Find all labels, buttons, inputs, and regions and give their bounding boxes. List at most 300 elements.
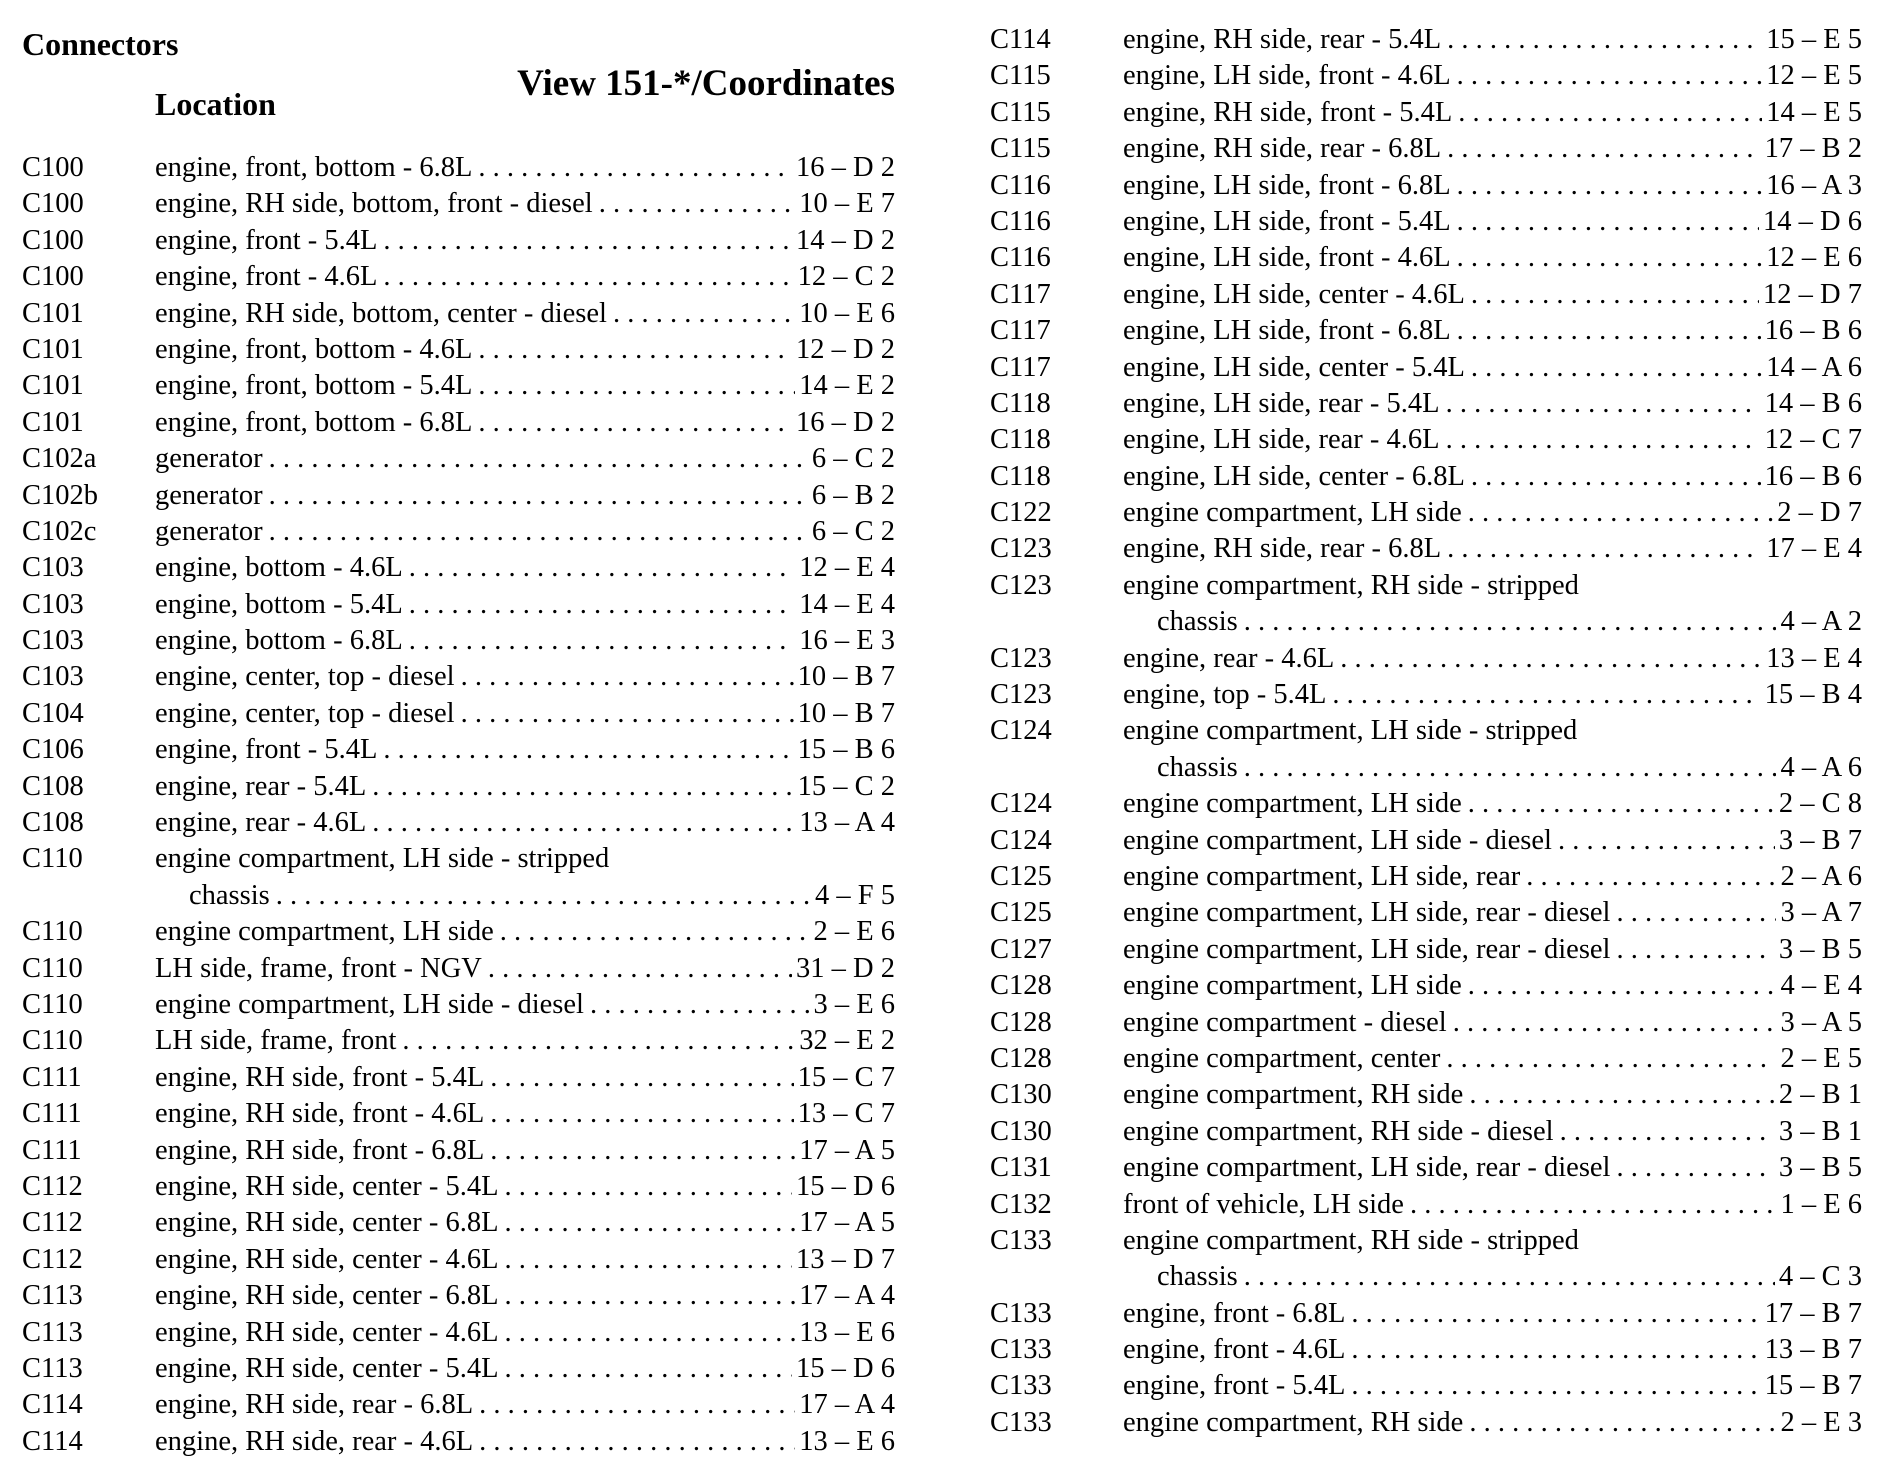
connector-row [22, 223, 895, 259]
connector-entry [1123, 713, 1862, 749]
connector-location: engine, RH side, rear - 6.8L [1123, 533, 1442, 565]
dot-leader [403, 550, 795, 586]
connector-entry [1123, 1405, 1862, 1441]
connector-location: engine, rear - 4.6L [1123, 642, 1335, 674]
connector-row [990, 313, 1862, 349]
connector-coordinates: 3 – A 5 [1780, 1006, 1862, 1038]
connector-location: generator [155, 515, 263, 547]
connector-location: engine, center, top - diesel [155, 661, 455, 693]
dot-leader [1465, 459, 1761, 495]
connector-coordinates: 15 – D 6 [796, 1170, 895, 1202]
connector-location: engine, LH side, center - 6.8L [1123, 460, 1465, 492]
connector-coordinates: 12 – D 7 [1763, 278, 1862, 310]
connector-row [990, 240, 1862, 276]
connector-code: C101 [22, 333, 84, 365]
connector-code: C125 [990, 860, 1052, 892]
connector-entry [155, 732, 895, 768]
dot-leader [1345, 1368, 1760, 1404]
connector-entry [155, 259, 895, 295]
connector-entry [1123, 1114, 1862, 1150]
connector-coordinates: 14 – E 5 [1766, 96, 1862, 128]
connector-code: C123 [990, 533, 1052, 565]
connector-code: C100 [22, 261, 84, 293]
connector-entry [155, 332, 895, 368]
connector-code: C101 [22, 370, 84, 402]
connector-location: engine, RH side, center - 5.4L [155, 1170, 499, 1202]
connector-location: engine, RH side, center - 6.8L [155, 1280, 499, 1312]
connector-coordinates: 2 – E 5 [1780, 1042, 1862, 1074]
connector-entry [1123, 1187, 1862, 1223]
connector-location: engine, LH side, front - 4.6L [1123, 242, 1451, 274]
connector-code: C111 [22, 1134, 82, 1166]
connector-row-continuation [22, 878, 895, 914]
connector-entry [155, 987, 895, 1023]
connector-code: C124 [990, 788, 1052, 820]
dot-leader [1238, 604, 1777, 640]
connector-entry [155, 1315, 895, 1351]
connector-coordinates: 3 – B 7 [1778, 824, 1862, 856]
connector-location: engine, front, bottom - 4.6L [155, 333, 473, 365]
connector-location: engine, front - 6.8L [1123, 1297, 1346, 1329]
connector-coordinates: 10 – B 7 [797, 661, 895, 693]
connector-row [22, 478, 895, 514]
connector-coordinates: 13 – E 6 [799, 1316, 895, 1348]
connector-row-continuation [990, 750, 1862, 786]
connector-code: C112 [22, 1170, 83, 1202]
connector-coordinates: 12 – D 2 [796, 333, 895, 365]
dot-leader [484, 1096, 793, 1132]
connector-entry [1123, 1296, 1862, 1332]
connector-code: C117 [990, 278, 1051, 310]
connector-entry [155, 951, 895, 987]
dot-leader [1345, 1296, 1760, 1332]
connector-entry [1123, 240, 1862, 276]
connector-location-continuation: chassis [1157, 751, 1238, 783]
connector-location: engine compartment, RH side - stripped [1123, 1224, 1579, 1256]
connector-code: C112 [22, 1243, 83, 1275]
connector-code: C110 [22, 1025, 83, 1057]
connector-entry [155, 368, 895, 404]
connector-code: C127 [990, 933, 1052, 965]
connector-location: engine, front - 4.6L [1123, 1334, 1346, 1366]
connector-entry [155, 296, 895, 332]
dot-leader [1238, 750, 1777, 786]
connector-entry [1123, 823, 1862, 859]
connector-coordinates: 15 – C 7 [797, 1061, 895, 1093]
connector-code: C112 [22, 1207, 83, 1239]
dot-leader [377, 732, 793, 768]
connector-code: C128 [990, 1006, 1052, 1038]
dot-leader [1451, 58, 1763, 94]
connector-entry [1123, 22, 1862, 58]
connector-coordinates: 15 – C 2 [797, 770, 895, 802]
connector-entry [1123, 459, 1862, 495]
connector-code: C100 [22, 224, 84, 256]
dot-leader [263, 478, 808, 514]
dot-leader [1520, 859, 1776, 895]
connector-row [22, 841, 895, 877]
connector-code: C103 [22, 661, 84, 693]
connector-entry [155, 1096, 895, 1132]
connector-coordinates: 13 – A 4 [799, 807, 895, 839]
connector-code: C123 [990, 679, 1052, 711]
connector-entry [1123, 495, 1862, 531]
dot-leader [366, 769, 793, 805]
dot-leader [1463, 1405, 1776, 1441]
connector-code: C132 [990, 1188, 1052, 1220]
connector-entry [1123, 604, 1862, 640]
dot-leader [1440, 386, 1761, 422]
connector-code: C114 [990, 24, 1051, 55]
dot-leader [1452, 95, 1762, 131]
connector-entry [1123, 895, 1862, 931]
connector-code: C114 [22, 1425, 83, 1457]
connector-code: C110 [22, 952, 83, 984]
dot-leader [1610, 932, 1774, 968]
connector-code: C118 [990, 460, 1051, 492]
connector-entry [1123, 968, 1862, 1004]
connector-code: C111 [22, 1061, 82, 1093]
connector-coordinates: 16 – D 2 [796, 152, 895, 183]
connector-coordinates: 2 – E 6 [813, 916, 895, 948]
connector-entry [1123, 859, 1862, 895]
connector-location: engine compartment, LH side [1123, 497, 1462, 529]
connector-location: engine, LH side, front - 5.4L [1123, 205, 1451, 237]
dot-leader [498, 1169, 792, 1205]
connector-row [990, 1405, 1862, 1441]
connector-row [22, 1133, 895, 1169]
dot-leader [1345, 1332, 1760, 1368]
connector-row [22, 368, 895, 404]
connector-row [22, 550, 895, 586]
connector-code: C108 [22, 770, 84, 802]
connector-row [22, 150, 895, 186]
connector-location: generator [155, 443, 263, 475]
connector-coordinates: 12 – C 2 [797, 261, 895, 293]
connector-entry [1123, 168, 1862, 204]
connector-code: C110 [22, 916, 83, 948]
connector-entry [1123, 386, 1862, 422]
connector-entry [155, 623, 895, 659]
connector-coordinates: 6 – C 2 [811, 515, 895, 547]
connector-location: engine, front - 5.4L [1123, 1370, 1346, 1402]
dot-leader [1462, 968, 1777, 1004]
connector-location: engine, front, bottom - 5.4L [155, 370, 473, 402]
connector-row [990, 1187, 1862, 1223]
connector-location: engine, RH side, rear - 6.8L [155, 1389, 474, 1421]
connector-location: engine, rear - 4.6L [155, 807, 367, 839]
connector-coordinates: 2 – D 7 [1777, 497, 1862, 529]
connector-entry [1123, 1259, 1862, 1295]
dot-leader [473, 1387, 795, 1423]
connector-location: engine, RH side, front - 5.4L [1123, 96, 1453, 128]
connector-coordinates: 4 – A 6 [1780, 751, 1862, 783]
connector-location: engine compartment, RH side - diesel [1123, 1115, 1554, 1147]
dot-leader [1554, 1114, 1775, 1150]
connector-coordinates: 15 – B 4 [1764, 679, 1862, 711]
connector-entry [155, 1060, 895, 1096]
connector-row [22, 514, 895, 550]
connector-location: engine compartment, LH side, rear - diesel [1123, 1152, 1611, 1184]
connector-entry [155, 1205, 895, 1241]
connector-location: engine compartment, LH side, rear - diesel [1123, 897, 1611, 929]
dot-leader [1465, 350, 1762, 386]
connector-location: engine, bottom - 6.8L [155, 625, 403, 657]
connector-location: engine, bottom - 4.6L [155, 552, 403, 584]
connector-entry [1123, 786, 1862, 822]
dot-leader [498, 1278, 795, 1314]
connector-location: engine compartment, LH side, rear - diesel [1123, 933, 1611, 965]
dot-leader [1326, 677, 1760, 713]
connector-code: C114 [22, 1389, 83, 1421]
connector-coordinates: 15 – D 6 [796, 1352, 895, 1384]
connector-location: engine, RH side, front - 4.6L [155, 1098, 485, 1130]
connector-entry [155, 186, 895, 222]
connector-row [990, 22, 1862, 58]
connector-location: engine, front - 5.4L [155, 224, 378, 256]
connector-code: C106 [22, 734, 84, 766]
connector-code: C101 [22, 406, 84, 438]
connector-entry [155, 514, 895, 550]
connector-row [990, 641, 1862, 677]
connector-coordinates: 32 – E 2 [799, 1025, 895, 1057]
connector-row [990, 459, 1862, 495]
connector-row [990, 968, 1862, 1004]
connector-row [22, 1169, 895, 1205]
connector-row [990, 131, 1862, 167]
connector-row-continuation [990, 1259, 1862, 1295]
connector-coordinates: 16 – E 3 [799, 625, 895, 657]
connector-entry [1123, 58, 1862, 94]
coordinates-column-header: View 151-*/Coordinates [517, 63, 895, 104]
connector-entry [1123, 568, 1862, 604]
dot-leader [377, 223, 792, 259]
connector-code: C124 [990, 715, 1052, 747]
page-title: Connectors [22, 26, 179, 62]
dot-leader [1451, 204, 1759, 240]
right-entry-list [990, 22, 1862, 1441]
connector-coordinates: 13 – B 7 [1764, 1334, 1862, 1366]
connector-row [22, 296, 895, 332]
connector-code: C115 [990, 133, 1051, 165]
connector-code: C128 [990, 970, 1052, 1002]
connector-row [22, 1278, 895, 1314]
connector-code: C102b [22, 479, 99, 511]
connector-row [990, 495, 1862, 531]
connector-row [22, 696, 895, 732]
connector-row [22, 1351, 895, 1387]
connector-entry [1123, 313, 1862, 349]
connector-coordinates: 15 – B 6 [797, 734, 895, 766]
connector-coordinates: 12 – E 5 [1766, 60, 1862, 92]
dot-leader [263, 514, 808, 550]
connector-location: engine compartment, LH side - stripped [155, 843, 610, 875]
left-entry-list [22, 150, 895, 1460]
connector-coordinates: 13 – C 7 [797, 1098, 895, 1130]
dot-leader [484, 1133, 795, 1169]
dot-leader [607, 296, 795, 332]
connector-code: C125 [990, 897, 1052, 929]
connector-location: engine, RH side, center - 4.6L [155, 1316, 499, 1348]
dot-leader [1462, 786, 1775, 822]
dot-leader [472, 332, 792, 368]
connector-code: C116 [990, 242, 1051, 274]
connector-row [22, 769, 895, 805]
connector-code: C130 [990, 1079, 1052, 1111]
dot-leader [1610, 1150, 1774, 1186]
connector-row [990, 677, 1862, 713]
connector-code: C122 [990, 497, 1052, 529]
connector-coordinates: 3 – A 7 [1780, 897, 1862, 929]
connector-row [990, 1296, 1862, 1332]
connector-code: C130 [990, 1115, 1052, 1147]
connector-row [990, 1077, 1862, 1113]
connector-code: C133 [990, 1297, 1052, 1329]
dot-leader [1462, 495, 1774, 531]
connector-code: C102c [22, 515, 97, 547]
dot-leader [498, 1242, 792, 1278]
connector-coordinates: 15 – E 5 [1766, 24, 1862, 55]
connector-location: engine, RH side, bottom, front - diesel [155, 188, 593, 220]
connector-coordinates: 12 – E 4 [799, 552, 895, 584]
connector-row [990, 386, 1862, 422]
connector-coordinates: 6 – B 2 [811, 479, 895, 511]
connector-location: engine compartment, center [1123, 1042, 1441, 1074]
connector-row [22, 1023, 895, 1059]
connector-row [22, 441, 895, 477]
connector-row [22, 332, 895, 368]
connector-code: C117 [990, 315, 1051, 347]
connector-code: C123 [990, 642, 1052, 674]
connector-row [22, 1424, 895, 1460]
dot-leader [472, 368, 795, 404]
connector-entry [1123, 422, 1862, 458]
dot-leader [1440, 422, 1761, 458]
connector-code: C118 [990, 387, 1051, 419]
dot-leader [584, 987, 810, 1023]
connector-entry [1123, 95, 1862, 131]
connector-row [990, 1041, 1862, 1077]
connector-row [22, 405, 895, 441]
dot-leader [1463, 1077, 1775, 1113]
connector-location: engine, center, top - diesel [155, 697, 455, 729]
connector-location: engine compartment, LH side - diesel [1123, 824, 1552, 856]
connector-location: engine, LH side, front - 6.8L [1123, 169, 1451, 201]
connector-entry [155, 405, 895, 441]
connector-row [990, 1114, 1862, 1150]
connector-row [990, 350, 1862, 386]
dot-leader [498, 1315, 795, 1351]
connector-code: C118 [990, 424, 1051, 456]
connector-row [990, 932, 1862, 968]
connector-location: LH side, frame, front [155, 1025, 397, 1057]
location-column-header: Location [155, 86, 276, 122]
connector-code: C133 [990, 1334, 1052, 1366]
connector-code: C115 [990, 60, 1051, 92]
connector-location: generator [155, 479, 263, 511]
connector-location: engine, front - 4.6L [155, 261, 378, 293]
connector-entry [155, 478, 895, 514]
connector-entry [155, 1387, 895, 1423]
connector-code: C113 [22, 1352, 83, 1384]
connector-location: engine, RH side, rear - 6.8L [1123, 133, 1442, 165]
connector-row [22, 1315, 895, 1351]
connector-location: engine, LH side, rear - 4.6L [1123, 424, 1440, 456]
connector-coordinates: 4 – E 4 [1780, 970, 1862, 1002]
connector-coordinates: 14 – D 2 [796, 224, 895, 256]
connector-code: C103 [22, 552, 84, 584]
connector-row [990, 859, 1862, 895]
dot-leader [484, 1060, 793, 1096]
dot-leader [472, 150, 792, 186]
connector-coordinates: 12 – C 7 [1764, 424, 1862, 456]
connector-coordinates: 2 – B 1 [1778, 1079, 1862, 1111]
connector-entry [1123, 1041, 1862, 1077]
connector-coordinates: 16 – B 6 [1764, 460, 1862, 492]
connector-row [22, 1242, 895, 1278]
connector-entry [1123, 1005, 1862, 1041]
dot-leader [1441, 531, 1762, 567]
connector-row [990, 713, 1862, 749]
connector-row [990, 786, 1862, 822]
connector-coordinates: 17 – A 5 [799, 1134, 895, 1166]
connector-coordinates: 13 – E 6 [799, 1425, 895, 1457]
connector-row [22, 951, 895, 987]
connector-entry [155, 441, 895, 477]
dot-leader [1404, 1187, 1777, 1223]
dot-leader [482, 951, 792, 987]
connector-coordinates: 14 – E 2 [799, 370, 895, 402]
connector-location: engine, LH side, rear - 5.4L [1123, 387, 1440, 419]
connector-location: engine, LH side, center - 5.4L [1123, 351, 1465, 383]
dot-leader [1440, 1041, 1776, 1077]
connector-entry [1123, 1332, 1862, 1368]
connector-entry [155, 805, 895, 841]
connector-coordinates: 17 – A 5 [799, 1207, 895, 1239]
dot-leader [498, 1351, 792, 1387]
connector-code: C100 [22, 152, 84, 183]
connector-coordinates: 2 – C 8 [1778, 788, 1862, 820]
connector-coordinates: 4 – A 2 [1780, 606, 1862, 638]
connector-coordinates: 3 – B 1 [1778, 1115, 1862, 1147]
connector-code: C113 [22, 1280, 83, 1312]
connector-row [990, 95, 1862, 131]
connector-row [990, 168, 1862, 204]
connector-entry [1123, 750, 1862, 786]
connector-entry [1123, 1150, 1862, 1186]
connector-row [990, 895, 1862, 931]
connector-row [22, 732, 895, 768]
connector-coordinates: 17 – B 2 [1764, 133, 1862, 165]
connector-row [22, 1060, 895, 1096]
connector-entry [155, 841, 895, 877]
connector-code: C117 [990, 351, 1051, 383]
connector-code: C108 [22, 807, 84, 839]
connector-code: C110 [22, 843, 83, 875]
connector-location-continuation: chassis [1157, 606, 1238, 638]
dot-leader [1451, 168, 1763, 204]
connector-location: engine compartment, RH side [1123, 1406, 1464, 1438]
connector-code: C110 [22, 988, 83, 1020]
connector-coordinates: 14 – A 6 [1766, 351, 1862, 383]
connector-location: engine, LH side, front - 6.8L [1123, 315, 1451, 347]
connector-entry [155, 769, 895, 805]
connector-location: engine compartment, LH side [1123, 970, 1462, 1002]
connector-location: engine, RH side, center - 5.4L [155, 1352, 499, 1384]
dot-leader [473, 1424, 795, 1460]
connector-code: C113 [22, 1316, 83, 1348]
dot-leader [455, 659, 794, 695]
